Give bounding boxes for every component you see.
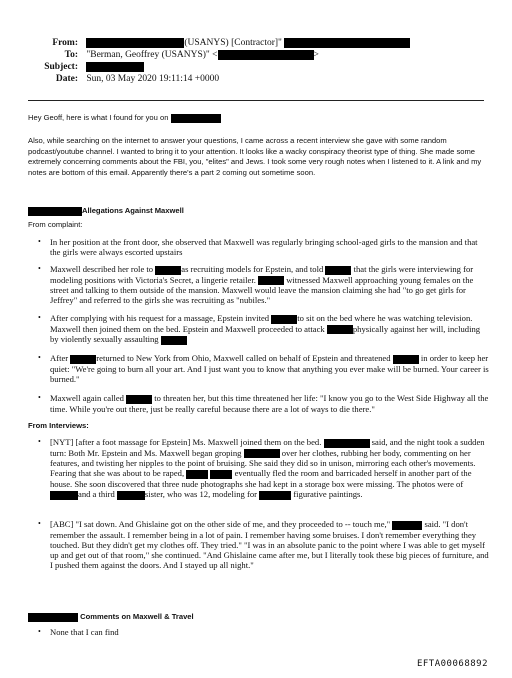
text-fragment: said. "I don't remember the assault. I remember being in a lot of pain. I remember having some bruises. I don't remember everything they touched. But they didn't get my clothes off. They tried." "I was in an absolute panic to the point where I was able to get myself up and get out of that room," she continued. "And Ghislaine came after me, but I literally took these big pieces of furniture, and I pushed them against the doors. And I stayed up all night." [50,519,489,571]
section-heading-travel [28,612,194,622]
redaction [259,491,291,500]
complaint-bullet-4 [50,353,490,384]
redaction [324,439,370,448]
document-id: EFTA00068892 [416,659,488,669]
text-fragment: [ABC] "I sat down. And Ghislaine got on the other side of me, and they proceeded to -- touch me," [50,519,391,529]
date-value: Sun, 03 May 2020 19:11:14 +0000 [86,74,220,84]
bullet-dot: • [38,264,41,273]
complaint-bullet-5 [50,393,490,414]
text-fragment: sister, who was 12, modeling for [144,489,257,499]
redaction [28,613,78,622]
text-fragment: Maxwell described her role to [50,264,154,274]
redaction [218,50,314,60]
text-fragment: After [50,353,69,363]
bullet-dot: • [38,313,41,322]
redaction [171,114,221,123]
text-fragment: said, and the night took a sudden turn: Both Mr. Epstein and Ms. Maxwell began groping [50,437,485,458]
bullet-dot: • [38,237,41,246]
redaction [258,276,284,285]
from-label: From: [52,38,78,49]
complaint-bullet-3 [50,313,490,345]
redaction [186,470,208,479]
redaction [50,491,78,500]
from-interviews-label: From Interviews: [28,421,89,430]
redaction [244,449,280,458]
redaction [327,325,353,334]
redaction [161,336,187,345]
redaction [117,491,145,500]
subject-row [34,62,144,73]
bullet-dot: • [38,627,41,636]
redaction [325,266,351,275]
interview-bullet-abc [50,519,490,570]
text-fragment: and a third [78,489,115,499]
text-fragment: eventually fled the room and barricaded herself in another part of the house. She soon discovered that three nude photographs she had kept in a storage box were missing. The photos were of [50,468,472,489]
text-fragment: returned to New York from Ohio, Maxwell called on behalf of Epstein and threatened [96,353,391,363]
text-fragment: physically against her will, including by violently sexually assaulting [50,323,481,345]
text-fragment: in order to keep her quiet: "We're going to burn all your art. And I just want you to know that anything you ever make will be burned. Your career is burned." [50,353,489,384]
redaction [210,470,232,479]
redaction [86,38,184,48]
text-fragment: witnessed Maxwell approaching young females on the street and talking to them outside of the mansion. Maxwell would leave the mansion claiming she had "to go get girls for Jeffrey" and referred to the girls she was recruiting as "nubiles." [50,274,474,306]
to-close: > [313,50,319,61]
redaction [155,266,181,275]
from-value: (USANYS) [Contractor]" [184,38,282,49]
bullet-dot: • [38,353,41,362]
text-fragment: [NYT] [after a foot massage for Epstein] Ms. Maxwell joined them on the bed. [50,437,322,447]
date-label: Date: [55,74,78,84]
travel-bullet-1: None that I can find [50,627,119,637]
redaction [28,207,82,216]
complaint-bullet-1: In her position at the front door, she observed that Maxwell was regularly bringing school-aged girls to the mansion and that the girls were always escorted upstairs [50,237,478,258]
redaction [271,315,297,324]
redaction [126,395,152,404]
subject-label: Subject: [44,62,78,73]
bullet-dot: • [38,393,41,402]
text-fragment: to threaten her, but this time threatened her life: "I know you go to the West Side Highway all the time. While you're out there, just be really careful because there are a lot of ways to die there." [50,393,489,414]
text-fragment: to sit on the bed where he was watching television. Maxwell then joined them on the bed. Epstein and Maxwell proceeded to attack [50,313,473,334]
redaction [392,521,422,530]
text-fragment: After complying with his request for a massage, Epstein invited [50,313,270,323]
redaction [70,355,96,364]
text-fragment: Maxwell again called [50,393,124,403]
bullet-dot: • [38,437,41,446]
to-value: "Berman, Geoffrey (USANYS)" < [86,50,218,61]
date-row [34,74,219,85]
redaction [284,38,410,48]
greeting [28,113,490,124]
bullet-dot: • [38,519,41,528]
to-label: To: [64,50,78,61]
text-fragment: over her clothes, rubbing her body, commenting on her features, and twisting her nipples to the point of bruising. She said they did so in unison, mirroring each other's movements. Fearing that she was about to be raped, [50,447,476,479]
redaction [86,62,144,72]
from-complaint-label: From complaint: [28,220,83,229]
complaint-bullet-2 [50,264,490,305]
intro-paragraph: Also, while searching on the internet to answer your questions, I came across a recent interview she gave with some random podcast/youtube channel. I wanted to bring it to your attention. It looks like a wacky conspiracy theorist type of thing. She made some extremely concerning comments about the FBI, you, "elites" and Jews. I took some very rough notes when I listened to it. A link and my notes are bottom of this email. Apparently there's a part 2 coming out sometime soon. [28,136,482,177]
greeting-text: Hey Geoff, here is what I found for you on [28,113,169,122]
to-row [34,50,319,61]
header-divider [28,100,484,101]
section-heading-allegations [28,206,184,216]
text-fragment: as recruiting models for Epstein, and told [181,264,324,274]
text-fragment: that the girls were interviewing for modeling positions with Victoria's Secret, a lingerie retailer. [50,264,474,285]
from-row [34,38,410,49]
interview-bullet-nyt [50,437,490,500]
section-title: Allegations Against Maxwell [82,206,184,215]
redaction [393,355,419,364]
text-fragment: figurative paintings. [293,489,363,499]
section-title: Comments on Maxwell & Travel [80,612,194,621]
